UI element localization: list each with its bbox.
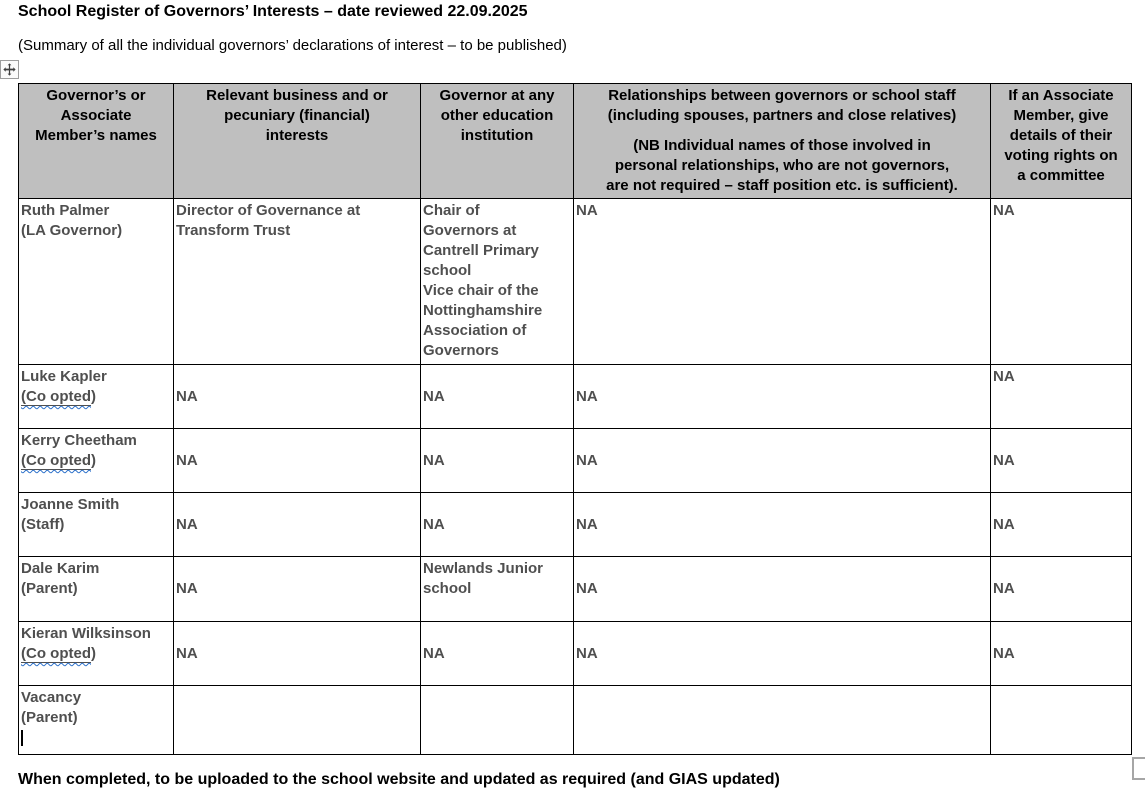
cell-line [423, 431, 571, 451]
cell-line: (Staff) [21, 516, 65, 533]
cell-line: NA [423, 516, 445, 533]
co-opted-label: (Co opted [21, 645, 91, 662]
cell-line [176, 495, 418, 515]
cell-line: NA [993, 368, 1015, 385]
cell-line [576, 367, 988, 387]
header-line: pecuniary (financial) [224, 107, 370, 124]
table-cell[interactable] [19, 557, 174, 622]
co-opted-label: (Co opted [21, 452, 91, 469]
header-paragraph [20, 86, 172, 146]
header-line: are not required – staff position etc. is sufficient). [606, 177, 958, 194]
governors-interests-table [18, 83, 1132, 755]
table-cell[interactable] [174, 365, 421, 429]
table-cell[interactable] [174, 493, 421, 557]
cell-line: NA [993, 580, 1015, 597]
table-row [19, 365, 1132, 429]
cell-line: NA [993, 516, 1015, 533]
header-line: details of their [1009, 127, 1113, 144]
table-cell[interactable] [574, 199, 991, 365]
cell-line [176, 624, 418, 644]
cell-line: Kerry Cheetham [21, 432, 137, 449]
table-cell[interactable] [991, 557, 1132, 622]
cell-line: NA [993, 645, 1015, 662]
cell-line [576, 495, 988, 515]
table-cell[interactable] [19, 493, 174, 557]
cell-line: school [423, 580, 472, 597]
header-line: Governor at any [439, 87, 555, 104]
table-cell[interactable] [174, 622, 421, 686]
cell-line: Governors at [423, 222, 517, 239]
header-paragraph [175, 86, 419, 146]
cell-line: NA [993, 202, 1015, 219]
cell-line [576, 559, 988, 579]
cell-line: Director of Governance at [176, 202, 361, 219]
page-title[interactable]: School Register of Governors’ Interests – date reviewed 22.09.2025 [18, 3, 528, 20]
four-way-move-arrows-icon [3, 63, 16, 76]
table-cell[interactable] [174, 557, 421, 622]
table-resize-handle[interactable] [1132, 757, 1145, 780]
cell-line: Vacancy [21, 689, 82, 706]
header-line: Member, give [1013, 107, 1109, 124]
cell-line [993, 431, 1129, 451]
header-line: personal relationships, who are not governors, [614, 157, 950, 174]
cell-line: Chair of [423, 202, 480, 219]
table-cell[interactable] [991, 622, 1132, 686]
table-row [19, 493, 1132, 557]
table-cell[interactable] [574, 686, 991, 755]
column-header-4[interactable] [991, 84, 1132, 199]
table-cell[interactable] [421, 622, 574, 686]
table-cell[interactable] [421, 429, 574, 493]
header-line: other education [440, 107, 554, 124]
cell-line: NA [176, 452, 198, 469]
text-cursor [21, 730, 23, 746]
header-line: Relationships between governors or school staff [608, 87, 956, 104]
cell-line: NA [176, 645, 198, 662]
co-opted-label: (Co opted [21, 388, 91, 405]
table-cell[interactable] [174, 429, 421, 493]
cell-line: Ruth Palmer [21, 202, 110, 219]
header-line: interests [265, 127, 329, 144]
cell-line [176, 559, 418, 579]
header-line: Member’s names [35, 127, 157, 144]
header-paragraph [575, 86, 989, 126]
header-line: Governor’s or [46, 87, 146, 104]
table-cell[interactable] [421, 686, 574, 755]
header-line: Associate [60, 107, 132, 124]
table-cell[interactable] [19, 686, 174, 755]
table-row [19, 429, 1132, 493]
cell-line [21, 728, 171, 752]
cell-line [176, 431, 418, 451]
cell-line: Nottinghamshire [423, 302, 543, 319]
cell-line [176, 367, 418, 387]
table-row [19, 686, 1132, 755]
table-cell[interactable] [19, 365, 174, 429]
cell-line [423, 624, 571, 644]
header-paragraph [422, 86, 572, 146]
cell-line: NA [176, 388, 198, 405]
table-cell[interactable] [991, 493, 1132, 557]
table-cell[interactable] [421, 199, 574, 365]
cell-line [576, 431, 988, 451]
cell-line: NA [423, 388, 445, 405]
table-cell[interactable] [574, 365, 991, 429]
table-row [19, 622, 1132, 686]
cell-line: Cantrell Primary [423, 242, 539, 259]
table-cell[interactable] [574, 557, 991, 622]
table-cell[interactable] [574, 622, 991, 686]
table-cell[interactable] [991, 429, 1132, 493]
footer-note[interactable]: When completed, to be uploaded to the school website and updated as required (and GIAS updated) [18, 771, 780, 788]
cell-line: (Co opted) [21, 388, 96, 405]
cell-line: NA [423, 452, 445, 469]
cell-line: NA [576, 452, 598, 469]
table-cell[interactable] [574, 429, 991, 493]
table-cell[interactable] [991, 686, 1132, 755]
cell-line: Joanne Smith [21, 496, 120, 513]
cell-line: NA [576, 645, 598, 662]
cell-line: Kieran Wilksinson [21, 625, 151, 642]
cell-line: NA [993, 452, 1015, 469]
cell-line: (Co opted) [21, 452, 96, 469]
table-cell[interactable] [19, 199, 174, 365]
cell-line: (Co opted) [21, 645, 96, 662]
table-cell[interactable] [421, 557, 574, 622]
header-line: (including spouses, partners and close relatives) [607, 107, 957, 124]
cell-line: (Parent) [21, 580, 78, 597]
table-cell[interactable] [174, 686, 421, 755]
header-paragraph [575, 136, 989, 196]
table-row [19, 199, 1132, 365]
cell-line: Dale Karim [21, 560, 100, 577]
header-line: If an Associate [1008, 87, 1114, 104]
cell-line: school [423, 262, 472, 279]
header-line: voting rights on [1004, 147, 1118, 164]
header-row [19, 84, 1132, 199]
table-cell[interactable] [991, 365, 1132, 429]
table-cell[interactable] [19, 429, 174, 493]
cell-line: (LA Governor) [21, 222, 123, 239]
table-cell[interactable] [991, 199, 1132, 365]
table-cell[interactable] [19, 622, 174, 686]
table-cell[interactable] [574, 493, 991, 557]
cell-line: Governors [423, 342, 499, 359]
header-line: institution [460, 127, 534, 144]
cell-line: NA [176, 516, 198, 533]
cell-line: NA [176, 580, 198, 597]
cell-line: NA [576, 388, 598, 405]
header-line: Relevant business and or [206, 87, 388, 104]
page-subtitle[interactable]: (Summary of all the individual governors’ declarations of interest – to be published) [18, 37, 567, 54]
column-header-0[interactable] [19, 84, 174, 199]
table-cell[interactable] [174, 199, 421, 365]
cell-line: Luke Kapler [21, 368, 107, 385]
table-cell[interactable] [421, 493, 574, 557]
cell-line: Vice chair of the [423, 282, 539, 299]
cell-line: (Parent) [21, 709, 78, 726]
table-body [19, 199, 1132, 755]
column-header-2[interactable] [421, 84, 574, 199]
cell-line [993, 495, 1129, 515]
cell-line: Newlands Junior [423, 560, 544, 577]
cell-line [993, 559, 1129, 579]
table-cell[interactable] [421, 365, 574, 429]
header-paragraph [992, 86, 1130, 186]
cell-line: Transform Trust [176, 222, 291, 239]
header-line: a committee [1017, 167, 1105, 184]
cell-line [993, 624, 1129, 644]
cell-line [576, 624, 988, 644]
table-row [19, 557, 1132, 622]
cell-line: NA [576, 516, 598, 533]
cell-line: Association of [423, 322, 527, 339]
cell-line: NA [576, 580, 598, 597]
column-header-1[interactable] [174, 84, 421, 199]
column-header-3[interactable] [574, 84, 991, 199]
cell-line: NA [576, 202, 598, 219]
cell-line [423, 367, 571, 387]
table-move-handle[interactable] [0, 60, 19, 79]
cell-line [423, 495, 571, 515]
header-line: (NB Individual names of those involved in [633, 137, 931, 154]
cell-line: NA [423, 645, 445, 662]
